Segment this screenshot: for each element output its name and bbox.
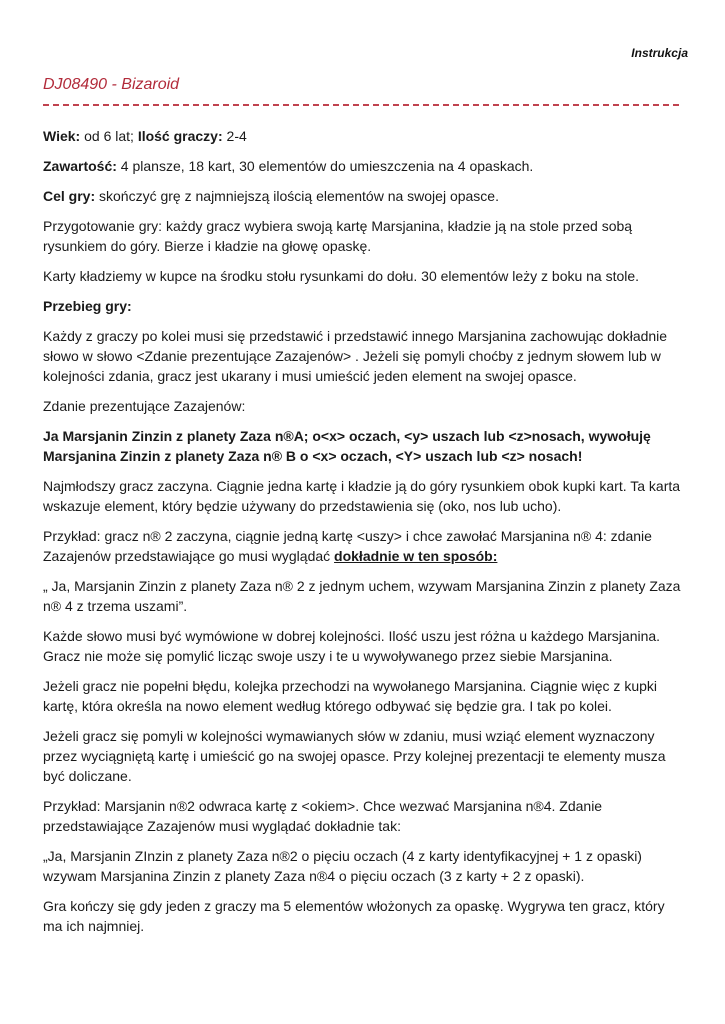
contents-label: Zawartość: xyxy=(43,158,117,174)
paragraph-setup: Przygotowanie gry: każdy gracz wybiera swoją kartę Marsjanina, kładzie ją na stole przed sobą rysunkiem do góry. Bierze i kładzie na głowę opaskę. xyxy=(43,218,633,254)
paragraph-order: Każde słowo musi być wymówione w dobrej kolejności. Ilość uszu jest różna u każdego Marsjanina. Gracz nie może się pomylić licząc swoje uszy i te u wywoływanego przez siebie Marsjanina. xyxy=(43,628,661,664)
paragraph-penalty: Jeżeli gracz się pomyli w kolejności wymawianych słów w zdaniu, musi wziąć element wyznaczony przez wyciągniętą kartę i umieścić go na swojej opasce. Przy kolejnej prezentacji te elementy musza być doliczane. xyxy=(43,728,666,784)
document-title: DJ08490 - Bizaroid xyxy=(43,76,180,93)
goal-label: Cel gry: xyxy=(43,188,96,204)
paragraph-sentence-label: Zdanie prezentujące Zazajenów: xyxy=(43,398,246,414)
paragraph-example-1 xyxy=(43,526,683,566)
example-1-emphasis: dokładnie w ten sposób: xyxy=(334,548,498,564)
contents-text: 4 plansze, 18 kart, 30 elementów do umieszczenia na 4 opaskach. xyxy=(116,158,534,174)
paragraph-example-1-quote: „ Ja, Marsjanin Zinzin z planety Zaza n® 2 z jednym uchem, wzywam Marsjanina Zinzin z planety Zaza n® 4 z trzema uszami”. xyxy=(43,578,681,614)
paragraph-rules: Każdy z graczy po kolei musi się przedstawić i przedstawić innego Marsjanina zachowując dokładnie słowo w słowo <Zdanie prezentujące Zazajenów> . Jeżeli się pomyli choćby z jednym słowem lub w kolejności zdania, gracz jest ukarany i musi umieścić jeden element na swojej opasce. xyxy=(43,328,668,384)
age-value: od 6 lat; xyxy=(80,128,138,144)
header-label: Instrukcja xyxy=(631,46,688,60)
players-value: 2-4 xyxy=(222,128,247,144)
paragraph-sentence-template: Ja Marsjanin Zinzin z planety Zaza n®A; o<x> oczach, <y> uszach lub <z>nosach, wywołuję Marsjanina Zinzin z planety Zaza n® B o <x> oczach, <Y> uszach lub <z> nosach! xyxy=(43,428,651,464)
age-label: Wiek: xyxy=(43,128,81,144)
paragraph-contents xyxy=(43,156,683,176)
paragraph-goal xyxy=(43,186,683,206)
paragraph-start: Najmłodszy gracz zaczyna. Ciągnie jedna kartę i kładzie ją do góry rysunkiem obok kupki kart. Ta karta wskazuje element, który będzie używany do przedstawienia się (oko, nos lub ucho). xyxy=(43,478,681,514)
paragraph-next-turn: Jeżeli gracz nie popełni błędu, kolejka przechodzi na wywołanego Marsjanina. Ciągnie więc z kupki kartę, która określa na nowo element według którego odbywać się będzie gra. I tak po kolei. xyxy=(43,678,658,714)
players-label: Ilość graczy: xyxy=(137,128,223,144)
paragraph-end: Gra kończy się gdy jeden z graczy ma 5 elementów włożonych za opaskę. Wygrywa ten gracz, który ma ich najmniej. xyxy=(43,898,665,934)
document-body xyxy=(43,126,683,946)
goal-text: skończyć grę z najmniejszą ilością elementów na swojej opasce. xyxy=(95,188,499,204)
title-divider xyxy=(43,104,679,106)
paragraph-cards: Karty kładziemy w kupce na środku stołu rysunkami do dołu. 30 elementów leży z boku na stole. xyxy=(43,268,640,284)
paragraph-example-2-quote: „Ja, Marsjanin ZInzin z planety Zaza n®2 o pięciu oczach (4 z karty identyfikacyjnej + 1 z opaski) wzywam Marsjanina Zinzin z planety Zaza n®4 o pięciu oczach (3 z karty + 2 z opaski). xyxy=(43,848,642,884)
paragraph-example-2: Przykład: Marsjanin n®2 odwraca kartę z <okiem>. Chce wezwać Marsjanina n®4. Zdanie przedstawiające Zazajenów musi wyglądać dokładnie tak: xyxy=(43,798,603,834)
paragraph-age-players xyxy=(43,126,683,146)
example-1-text: Przykład: gracz n® 2 zaczyna, ciągnie jedną kartę <uszy> i chce zawołać Marsjanina n® 4: zdanie Zazajenów przedstawiające go musi wyglądać xyxy=(43,528,652,564)
section-heading-gameplay: Przebieg gry: xyxy=(43,298,132,314)
